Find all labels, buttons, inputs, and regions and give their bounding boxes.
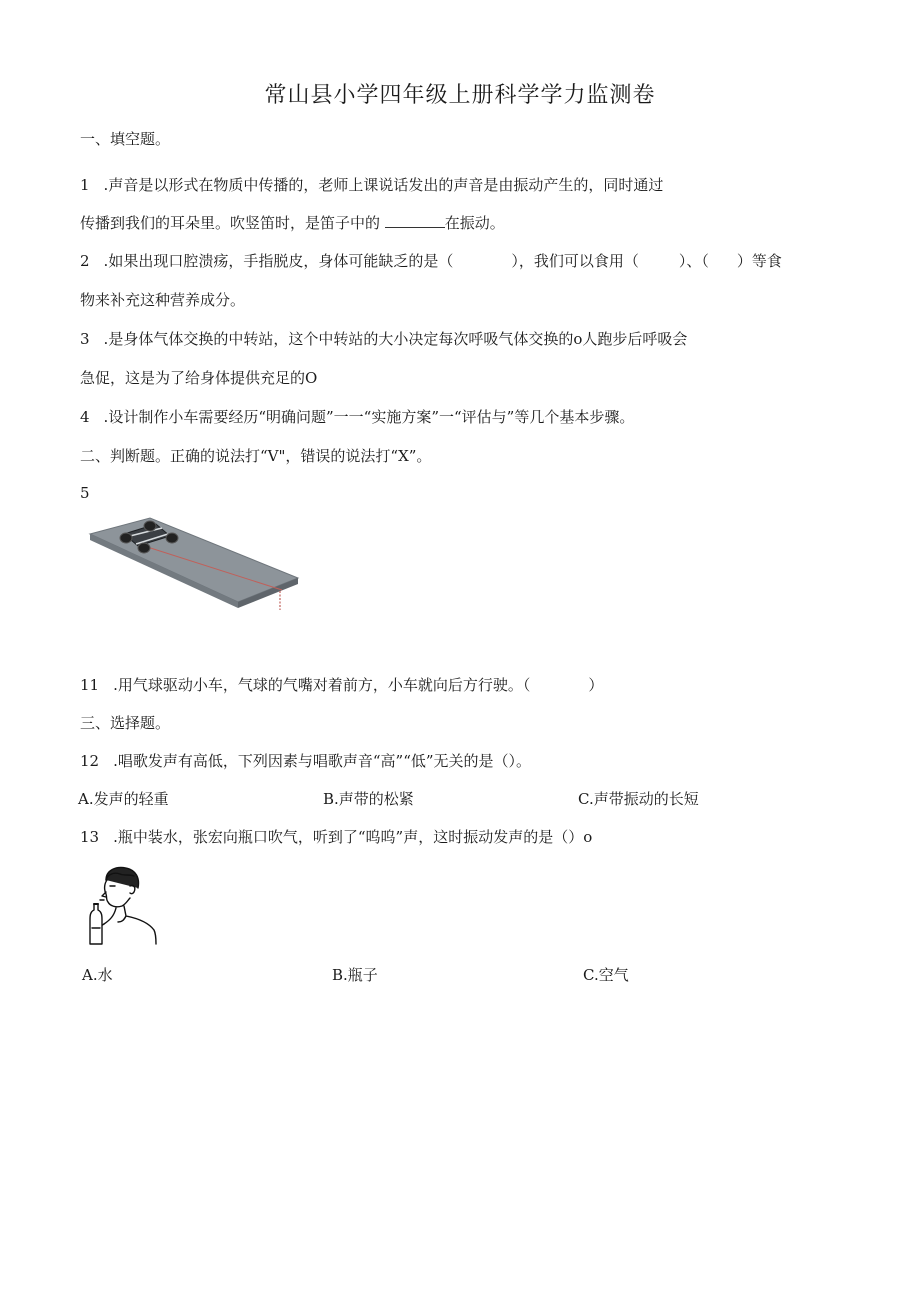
question-number: 13 <box>80 828 100 846</box>
question-text: .设计制作小车需要经历“明确问题”一一“实施方案”一“评估与”等几个基本步骤。 <box>103 408 635 426</box>
question-text: 在振动。 <box>444 214 505 232</box>
question-2-line-2: 物来补充这种营养成分。 <box>80 291 246 309</box>
option-c[interactable]: C.空气 <box>583 966 629 984</box>
question-number: 3 <box>80 330 90 348</box>
question-text: ） <box>588 676 604 694</box>
section-heading-multiple-choice: 三、选择题。 <box>80 714 171 732</box>
question-number: 11 <box>80 676 100 694</box>
question-3-line-2: 急促，这是为了给身体提供充足的O <box>80 369 318 387</box>
question-text: .唱歌发声有高低，下列因素与唱歌声音“高”“低”无关的是（）。 <box>113 752 532 770</box>
question-text: .如果出现口腔溃疡，手指脱皮，身体可能缺乏的是（ <box>103 252 454 270</box>
question-text: .瓶中装水，张宏向瓶口吹气，听到了“呜呜”声，这时振动发声的是（）o <box>113 828 593 846</box>
option-b[interactable]: B.声带的松紧 <box>323 790 414 808</box>
question-4-line-1 <box>80 406 634 427</box>
question-2-line-1 <box>80 250 782 271</box>
option-b[interactable]: B.瓶子 <box>332 966 378 984</box>
page-title: 常山县小学四年级上册科学学力监测卷 <box>264 83 656 108</box>
question-text: ）、（ <box>678 252 709 270</box>
question-number: 1 <box>80 176 90 194</box>
question-text: ），我们可以食用（ <box>511 252 639 270</box>
question-number: 2 <box>80 252 90 270</box>
option-c[interactable]: C.声带振动的长短 <box>578 790 699 808</box>
toy-car-on-board-image <box>86 512 302 616</box>
question-11 <box>80 674 603 695</box>
question-1-line-2 <box>80 212 505 233</box>
question-13 <box>80 826 592 847</box>
question-text: 传播到我们的耳朵里。吹竖笛时，是笛子中的 <box>80 214 381 232</box>
question-number: 12 <box>80 752 100 770</box>
option-a[interactable]: A.发声的轻重 <box>78 790 169 808</box>
question-1-line-1 <box>80 174 663 195</box>
section-heading-true-false: 二、判断题。正确的说法打“V"，错误的说法打“X”。 <box>80 447 432 465</box>
answer-blank[interactable] <box>385 215 445 228</box>
question-text: .是身体气体交换的中转站，这个中转站的大小决定每次呼吸气体交换的o人跑步后呼吸会 <box>103 330 688 348</box>
question-12 <box>80 750 531 771</box>
question-text: ）等食 <box>736 252 782 270</box>
question-number: 4 <box>80 408 90 426</box>
question-text: .声音是以形式在物质中传播的，老师上课说话发出的声音是由振动产生的，同时通过 <box>103 176 664 194</box>
person-blowing-bottle-image <box>80 864 162 946</box>
section-heading-fill-blank: 一、填空题。 <box>80 130 171 148</box>
question-3-line-1 <box>80 328 687 349</box>
question-5-number: 5 <box>80 484 90 502</box>
option-a[interactable]: A.水 <box>82 966 113 984</box>
question-text: .用气球驱动小车，气球的气嘴对着前方，小车就向后方行驶。（ <box>113 676 531 694</box>
